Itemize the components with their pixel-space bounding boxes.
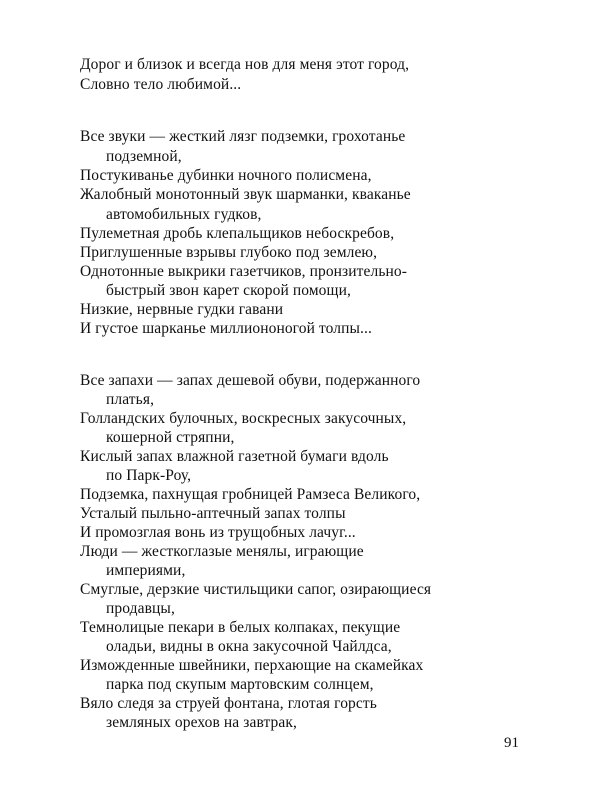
poem-line-continuation: быстрый звон карет скорой помощи, [106, 282, 351, 299]
poem-line: Смуглые, дерзкие чистильщики сапог, озирающиеся [80, 581, 432, 598]
poem-line: Все запахи — запах дешевой обуви, подержанного [80, 372, 421, 389]
poem-line-continuation: по Парк-Роу, [106, 467, 192, 484]
poem-line: Кислый запах влажной газетной бумаги вдоль [80, 448, 389, 465]
poem-line: Приглушенные взрывы глубоко под землею, [80, 244, 378, 261]
poem-line: Голландских булочных, воскресных закусочных, [80, 410, 407, 427]
poem-line: И промозглая вонь из трущобных лачуг... [80, 524, 356, 541]
poem-line: Изможденные швейники, перхающие на скамейках [80, 657, 424, 674]
poem-line: Однотонные выкрики газетчиков, пронзительно- [80, 263, 408, 280]
poem-line: Низкие, нервные гудки гавани [80, 301, 284, 318]
poem-line-continuation: платья, [106, 391, 155, 408]
poem-line-continuation: парка под скупым мартовским солнцем, [106, 676, 374, 693]
poem-line: И густое шарканье миллиононогой толпы... [80, 320, 372, 337]
poem-line: Дорог и близок и всегда нов для меня этот город, [80, 56, 410, 73]
poem-line-continuation: подземной, [106, 148, 182, 165]
poem-line-continuation: оладьи, видны в окна закусочной Чайлдса, [106, 638, 392, 655]
poem-line: Темнолицые пекари в белых колпаках, пекущие [80, 619, 401, 636]
poem-line: Подземка, пахнущая гробницей Рамзеса Великого, [80, 486, 421, 503]
poem-line: Пулеметная дробь клепальщиков небоскребов, [80, 225, 395, 242]
poem-line: Усталый пыльно-аптечный запах толпы [80, 505, 346, 522]
page-number: 91 [504, 735, 519, 751]
poem-line: Жалобный монотонный звук шарманки, кваканье [80, 186, 411, 203]
poem-line: Люди — жесткоглазые менялы, играющие [80, 543, 364, 560]
poem-line-continuation: империями, [106, 562, 186, 579]
poem-line: Постукиванье дубинки ночного полисмена, [80, 167, 372, 184]
poem-line-continuation: продавцы, [106, 600, 175, 617]
poem-line: Словно тело любимой... [80, 76, 242, 93]
poem-line: Вяло следя за струей фонтана, глотая горсть [80, 695, 377, 712]
poem-line-continuation: кошерной стряпни, [106, 429, 235, 446]
poem-line: Все звуки — жесткий лязг подземки, грохотанье [80, 128, 406, 145]
poem-line-continuation: автомобильных гудков, [106, 206, 262, 223]
poem-line-continuation: земляных орехов на завтрак, [106, 714, 297, 731]
